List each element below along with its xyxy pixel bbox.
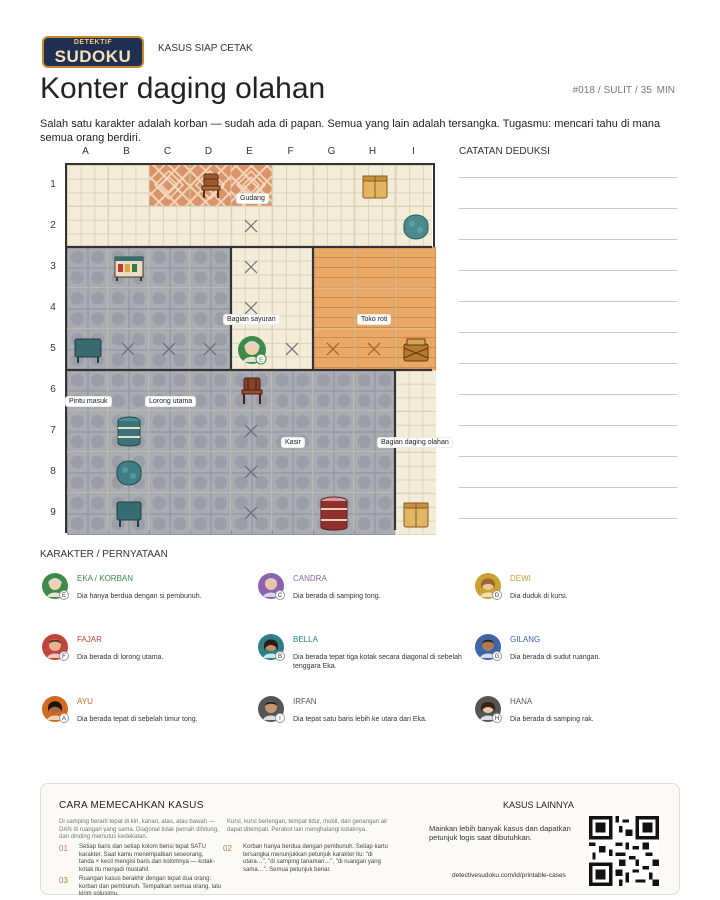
brand-logo bbox=[42, 36, 144, 68]
row-header-8: 8 bbox=[50, 466, 56, 477]
character-name: EKA / KORBAN bbox=[77, 574, 134, 583]
how-to-title: CARA MEMECAHKAN KASUS bbox=[59, 800, 204, 811]
row-header-9: 9 bbox=[50, 507, 56, 518]
character-badge: A bbox=[59, 713, 69, 723]
room-label-bagian-daging: Bagian daging olahan bbox=[377, 437, 453, 448]
room-label-lorong-utama: Lorong utama bbox=[145, 396, 196, 407]
logo-main-text: SUDOKU bbox=[54, 47, 132, 66]
chair-icon bbox=[190, 165, 231, 206]
note-line[interactable] bbox=[459, 487, 677, 488]
footer-panel bbox=[40, 783, 680, 895]
note-line[interactable] bbox=[459, 394, 677, 395]
col-header-b: B bbox=[123, 146, 130, 157]
note-line[interactable] bbox=[459, 270, 677, 271]
col-header-a: A bbox=[82, 146, 89, 157]
col-header-i: I bbox=[412, 146, 415, 157]
character-statement: Dia berada di samping rak. bbox=[510, 716, 594, 723]
step-text: Korban hanya berdua dengan pembunuh. Setiap kartu tersangka menunjukkan petunjuk karakter itu: "di utara…", "di samping tanaman…", "di ruangan yang sama…". Semua petunjuk benar. bbox=[243, 844, 388, 873]
intro-text: Salah satu karakter adalah korban — sudah ada di papan. Semua yang lain adalah tersangka. Tugasmu: mencari tahu di mana semua orang berdiri. bbox=[40, 118, 661, 144]
more-cases-title: KASUS LAINNYA bbox=[503, 800, 574, 810]
character-statement: Dia tepat satu baris lebih ke utara dari Eka. bbox=[293, 716, 427, 723]
note-line[interactable] bbox=[459, 208, 677, 209]
case-meta: #018 / SULIT / 35 MIN bbox=[572, 85, 675, 96]
col-header-h: H bbox=[368, 146, 377, 157]
notes-title: CATATAN DEDUKSI bbox=[459, 146, 550, 157]
character-statement: Dia duduk di kursi. bbox=[510, 593, 568, 600]
character-statement: Dia berada tepat tiga kotak secara diagonal di sebelah tenggara Eka. bbox=[293, 654, 462, 670]
row-header-6: 6 bbox=[50, 384, 56, 395]
room-label-bagian-sayuran: Bagian sayuran bbox=[223, 314, 280, 325]
case-number: #018 bbox=[572, 85, 595, 96]
characters-title: KARAKTER / PERNYATAAN bbox=[40, 549, 168, 560]
rule-adjacency: Di samping berarti tepat di kiri, kanan, atas, atau bawah — DAN di ruangan yang sama. Diagonal tidak pernah dihitung, dan dinding memutus kedekatan. bbox=[59, 819, 219, 840]
character-statement: Dia hanya berdua dengan si pembunuh. bbox=[77, 593, 202, 600]
x-mark bbox=[231, 247, 272, 288]
plant-icon bbox=[108, 452, 149, 493]
x-mark bbox=[149, 329, 190, 370]
x-mark bbox=[313, 329, 354, 370]
barrel-icon bbox=[313, 493, 354, 534]
note-line[interactable] bbox=[459, 425, 677, 426]
row-header-3: 3 bbox=[50, 261, 56, 272]
step-text: Ruangan kasus berakhir dengan tepat dua orang: korban dan pembunuh. Tempatkan semua orang, lalu kirim solusimu. bbox=[79, 876, 221, 897]
character-name: GILANG bbox=[510, 635, 541, 644]
row-header-7: 7 bbox=[50, 425, 56, 436]
page-title: Konter daging olahan bbox=[40, 72, 326, 105]
character-name: DEWI bbox=[510, 574, 531, 583]
character-badge: D bbox=[492, 590, 502, 600]
character-statement: Dia berada di lorong utama. bbox=[77, 654, 164, 661]
x-mark bbox=[190, 329, 231, 370]
room-label-toko-roti: Toko roti bbox=[357, 314, 391, 325]
row-header-4: 4 bbox=[50, 302, 56, 313]
character-statement: Dia berada tepat di sebelah timur tong. bbox=[77, 716, 198, 723]
x-mark bbox=[354, 329, 395, 370]
step-text: Setiap baris dan setiap kolom berisi tepat SATU karakter. Saat kamu menempatkan seseorang, tanda × kecil mengisi baris dan kolomnya — kotak-kotak itu menjadi mustahil. bbox=[79, 844, 215, 873]
row-header-2: 2 bbox=[50, 220, 56, 231]
character-badge: H bbox=[492, 713, 502, 723]
room-label-kasir: Kasir bbox=[281, 437, 305, 448]
character-badge: C bbox=[275, 590, 285, 600]
more-cases-text: Mainkan lebih banyak kasus dan dapatkan petunjuk logis saat dibutuhkan. bbox=[429, 824, 571, 842]
victim-badge-letter: E bbox=[258, 357, 263, 363]
case-difficulty: SULIT bbox=[603, 85, 632, 96]
note-line[interactable] bbox=[459, 301, 677, 302]
room-label-gudang: Gudang bbox=[236, 193, 269, 204]
x-mark bbox=[231, 411, 272, 452]
character-badge: G bbox=[492, 651, 502, 661]
basket-icon bbox=[395, 329, 436, 370]
room-label-pintu-masuk: Pintu masuk bbox=[65, 396, 112, 407]
note-line[interactable] bbox=[459, 332, 677, 333]
character-name: FAJAR bbox=[77, 635, 102, 644]
col-header-g: G bbox=[327, 146, 336, 157]
logo-top-text: DETEKTIF bbox=[73, 39, 113, 46]
puzzle-board[interactable] bbox=[65, 163, 449, 533]
x-mark bbox=[108, 329, 149, 370]
crate-icon bbox=[354, 165, 395, 206]
x-mark bbox=[231, 493, 272, 534]
step-number: 01 bbox=[59, 844, 68, 853]
case-duration: 35 MIN bbox=[640, 85, 675, 96]
col-header-e: E bbox=[246, 146, 253, 157]
col-header-c: C bbox=[163, 146, 172, 157]
note-line[interactable] bbox=[459, 239, 677, 240]
character-statement: Dia berada di sudut ruangan. bbox=[510, 654, 601, 661]
plant-icon bbox=[395, 206, 436, 247]
character-statement: Dia berada di samping tong. bbox=[293, 593, 381, 600]
kicker-text: KASUS SIAP CETAK bbox=[158, 43, 253, 54]
victim-eka-token[interactable] bbox=[231, 329, 272, 370]
character-badge: E bbox=[59, 590, 69, 600]
character-name: CANDRA bbox=[293, 574, 327, 583]
col-header-f: F bbox=[287, 146, 294, 157]
crate-icon bbox=[395, 493, 436, 534]
note-line[interactable] bbox=[459, 177, 677, 178]
note-line[interactable] bbox=[459, 456, 677, 457]
character-name: AYU bbox=[77, 697, 93, 706]
table-icon bbox=[108, 493, 149, 534]
row-header-1: 1 bbox=[50, 179, 56, 190]
note-line[interactable] bbox=[459, 363, 677, 364]
character-badge: B bbox=[275, 651, 285, 661]
rule-furniture: Kursi, kursi berlengan, tempat tidur, mobil, dan genangan air dapat ditempati. Perabot lain menghalangi kotaknya. bbox=[227, 819, 388, 833]
col-header-d: D bbox=[204, 146, 213, 157]
character-name: HANA bbox=[510, 697, 533, 706]
more-cases-link[interactable]: detectivesudoku.com/id/printable-cases bbox=[452, 872, 566, 879]
table-icon bbox=[67, 329, 108, 370]
x-mark bbox=[272, 329, 313, 370]
shelf-icon bbox=[108, 247, 149, 288]
step-number: 03 bbox=[59, 876, 68, 885]
x-mark bbox=[231, 206, 272, 247]
character-name: BELLA bbox=[293, 635, 318, 644]
note-line[interactable] bbox=[459, 518, 677, 519]
barrel-icon bbox=[108, 411, 149, 452]
character-name: IRFAN bbox=[293, 697, 317, 706]
character-badge: I bbox=[275, 713, 285, 723]
step-number: 02 bbox=[223, 844, 232, 853]
qr-code-icon[interactable] bbox=[589, 816, 659, 886]
x-mark bbox=[231, 452, 272, 493]
row-header-5: 5 bbox=[50, 343, 56, 354]
armchair-icon bbox=[231, 370, 272, 411]
character-badge: F bbox=[59, 651, 69, 661]
